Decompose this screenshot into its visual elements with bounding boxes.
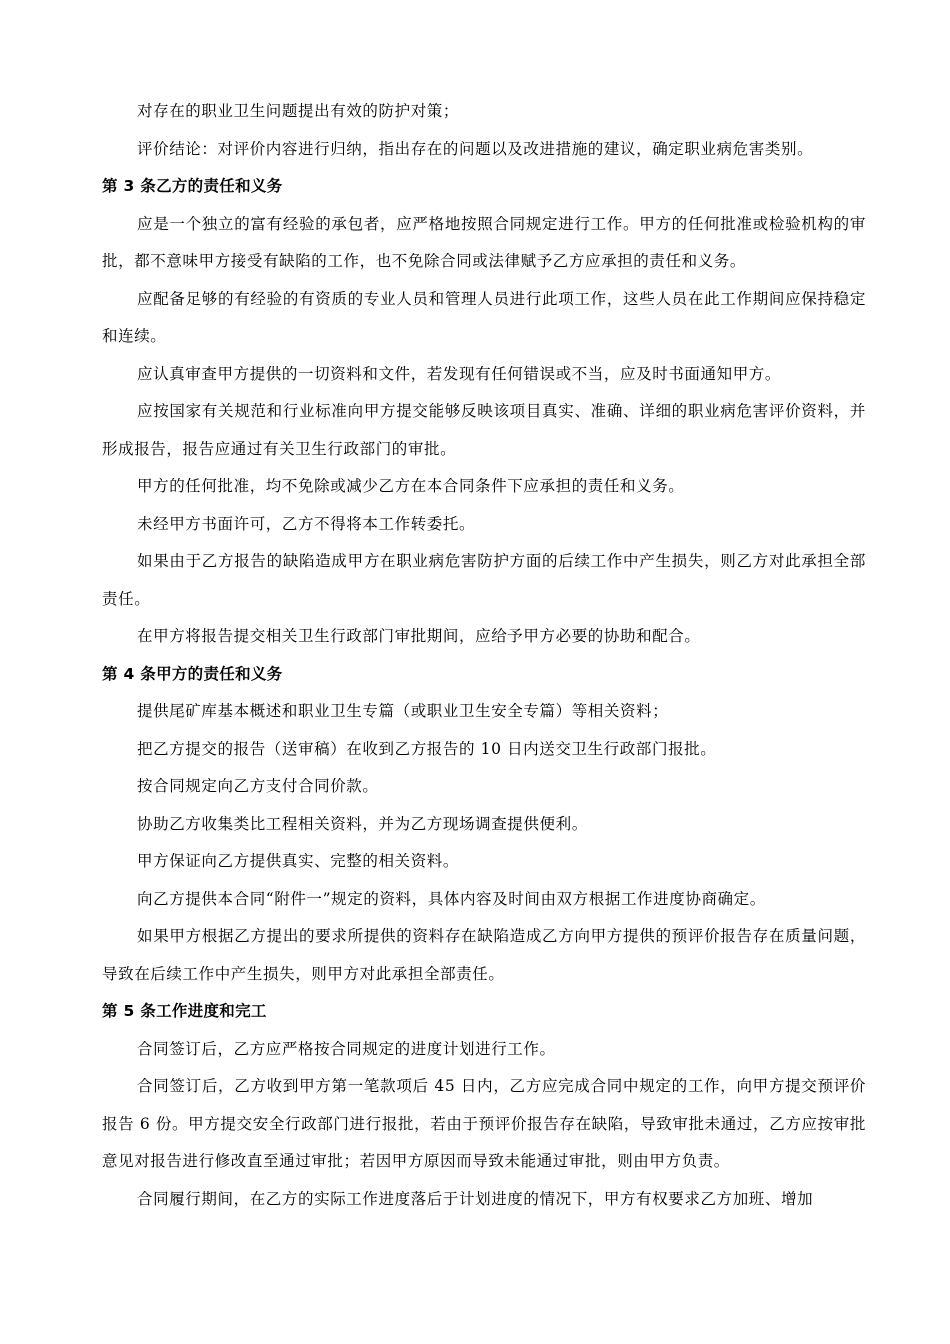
- paragraph: 把乙方提交的报告（送审稿）在收到乙方报告的 10 日内送交卫生行政部门报批。: [137, 739, 717, 758]
- paragraph: 应认真审查甲方提供的一切资料和文件，若发现有任何错误或不当，应及时书面通知甲方。: [137, 364, 782, 383]
- document-page: [102, 93, 866, 1218]
- paragraph: 如果甲方根据乙方提出的要求所提供的资料存在缺陷造成乙方向甲方提供的预评价报告存在质量问题，导致在后续工作中产生损失，则甲方对此承担全部责任。: [102, 927, 866, 983]
- paragraph: 应按国家有关规范和行业标准向甲方提交能够反映该项目真实、准确、详细的职业病危害评价资料，并形成报告，报告应通过有关卫生行政部门的审批。: [102, 402, 866, 458]
- paragraph: 合同履行期间，在乙方的实际工作进度落后于计划进度的情况下，甲方有权要求乙方加班、增加: [137, 1189, 814, 1208]
- paragraph: 合同签订后，乙方收到甲方第一笔款项后 45 日内，乙方应完成合同中规定的工作，向甲方提交预评价报告 6 份。甲方提交安全行政部门进行报批，若由于预评价报告存在缺陷，导致审批未通过，乙方应按审批意见对报告进行修改直至通过审批；若因甲方原因而导致未能通过审批，则由甲方负责。: [102, 1077, 866, 1170]
- section-heading: 第 3 条乙方的责任和义务: [102, 177, 283, 195]
- paragraph: 对存在的职业卫生问题提出有效的防护对策；: [137, 102, 460, 120]
- paragraph: 合同签订后，乙方应严格按合同规定的进度计划进行工作。: [137, 1039, 556, 1058]
- paragraph: 甲方保证向乙方提供真实、完整的相关资料。: [137, 852, 460, 870]
- paragraph: 未经甲方书面许可，乙方不得将本工作转委托。: [137, 514, 476, 533]
- paragraph: 提供尾矿库基本概述和职业卫生专篇（或职业卫生安全专篇）等相关资料；: [137, 702, 669, 720]
- paragraph: 评价结论：对评价内容进行归纳，指出存在的问题以及改进措施的建议，确定职业病危害类别。: [137, 139, 814, 158]
- paragraph: 如果由于乙方报告的缺陷造成甲方在职业病危害防护方面的后续工作中产生损失，则乙方对此承担全部责任。: [102, 552, 866, 608]
- paragraph: 甲方的任何批准，均不免除或减少乙方在本合同条件下应承担的责任和义务。: [137, 477, 685, 495]
- paragraph: 向乙方提供本合同“附件一”规定的资料，具体内容及时间由双方根据工作进度协商确定。: [137, 889, 766, 908]
- paragraph: 按合同规定向乙方支付合同价款。: [137, 777, 379, 795]
- paragraph: 协助乙方收集类比工程相关资料，并为乙方现场调查提供便利。: [137, 814, 588, 833]
- section-heading: 第 5 条工作进度和完工: [102, 1002, 267, 1020]
- section-heading: 第 4 条甲方的责任和义务: [102, 664, 283, 683]
- paragraph: 应配备足够的有经验的有资质的专业人员和管理人员进行此项工作，这些人员在此工作期间应保持稳定和连续。: [102, 289, 866, 345]
- paragraph: 应是一个独立的富有经验的承包者，应严格地按照合同规定进行工作。甲方的任何批准或检验机构的审批，都不意味甲方接受有缺陷的工作，也不免除合同或法律赋予乙方应承担的责任和义务。: [102, 214, 866, 270]
- paragraph: 在甲方将报告提交相关卫生行政部门审批期间，应给予甲方必要的协助和配合。: [137, 627, 701, 645]
